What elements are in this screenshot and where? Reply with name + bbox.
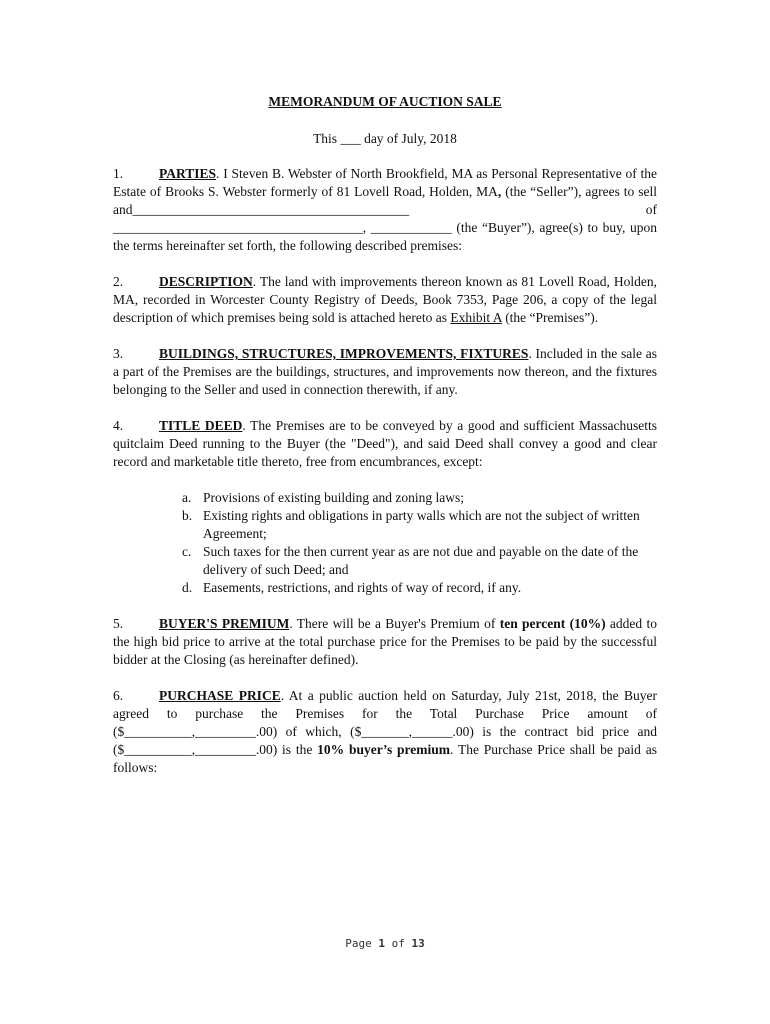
section-buyers-premium <box>113 615 657 669</box>
section-parties <box>113 165 657 255</box>
bold-comma: , <box>497 184 502 199</box>
list-item <box>113 579 657 597</box>
section-buildings <box>113 345 657 399</box>
section-text: . At a public auction held on Saturday, July 21st, 2018, the Buyer agreed to purchase the Premises for the Total Purchase Price amount of ($__________,_________.00) of which, ($_______,______.00) is the contract bid price and ($__________,_________.00) is the <box>113 688 657 757</box>
section-heading: BUYER'S PREMIUM <box>159 616 290 631</box>
exceptions-list <box>113 489 657 597</box>
current-page-number: 1 <box>378 937 385 950</box>
premium-percent: ten percent (10%) <box>499 616 606 631</box>
list-letter: a. <box>182 490 192 505</box>
date-line: This ___ day of July, 2018 <box>313 131 457 146</box>
section-purchase-price <box>113 687 657 777</box>
section-heading: BUILDINGS, STRUCTURES, IMPROVEMENTS, FIXTURES <box>159 346 529 361</box>
section-text: . The land with improvements thereon known as 81 Lovell Road, Holden, MA, recorded in Worcester County Registry of Deeds, Book 7353, Page 206, a copy of the legal description of which premises being sold is attached hereto as <box>113 274 657 325</box>
section-number: 6. <box>113 688 124 703</box>
section-text: . I Steven B. Webster of North Brookfield, MA as Personal Representative of the Estate of Brooks S. Webster formerly of 81 Lovell Road, Holden, MA <box>113 166 657 199</box>
section-text-continued: (the “Premises”). <box>501 310 599 325</box>
list-letter: b. <box>182 508 193 523</box>
section-number: 5. <box>113 616 124 631</box>
section-number: 2. <box>113 274 124 289</box>
section-title-deed <box>113 417 657 471</box>
document-body <box>113 165 657 795</box>
section-text-continued: . The Purchase Price shall be paid as follows: <box>113 742 657 775</box>
section-heading: PURCHASE PRICE <box>159 688 281 703</box>
section-number: 4. <box>113 418 124 433</box>
section-heading: TITLE DEED <box>159 418 243 433</box>
list-item <box>113 489 657 507</box>
list-letter: d. <box>182 580 193 595</box>
list-item-text: Easements, restrictions, and rights of way of record, if any. <box>203 580 522 595</box>
section-text: . Included in the sale as a part of the Premises are the buildings, structures, and improvements now thereon, and the fixtures belonging to the Seller and used in connection therewith, if any. <box>113 346 657 397</box>
document-title: MEMORANDUM OF AUCTION SALE <box>268 94 502 109</box>
exhibit-reference: Exhibit A <box>450 310 502 325</box>
page-word: Page <box>345 937 372 950</box>
of-word: of <box>391 937 405 950</box>
section-description <box>113 273 657 327</box>
list-item <box>113 543 657 579</box>
section-number: 3. <box>113 346 124 361</box>
buyers-premium-label: 10% buyer’s premium <box>317 742 451 757</box>
section-text-continued: added to the high bid price to arrive at the total purchase price for the Premises to be paid by the successful bidder at the Closing (as hereinafter defined). <box>113 616 657 667</box>
section-heading: DESCRIPTION <box>159 274 253 289</box>
section-text: . The Premises are to be conveyed by a good and sufficient Massachusetts quitclaim Deed running to the Buyer (the "Deed"), and said Deed shall convey a good and clear record and marketable title thereto, free from encumbrances, except: <box>113 418 658 469</box>
page-footer <box>0 937 770 950</box>
list-item-text: Such taxes for the then current year as are not due and payable on the date of the delivery of such Deed; and <box>203 544 639 577</box>
section-heading: PARTIES <box>159 166 217 181</box>
list-letter: c. <box>182 544 192 559</box>
list-item-text: Provisions of existing building and zoning laws; <box>203 490 464 505</box>
section-text: . There will be a Buyer's Premium of <box>289 616 500 631</box>
total-pages-number: 13 <box>411 937 425 950</box>
list-item <box>113 507 657 543</box>
section-number: 1. <box>113 166 124 181</box>
list-item-text: Existing rights and obligations in party walls which are not the subject of written Agreement; <box>203 508 640 541</box>
section-text-continued: (the “Seller”), agrees to sell and_________________________________________ of _____________________________________, ____________ (the “Buyer”), agree(s) to buy, upon the terms hereinafter set forth, the following described premises: <box>113 184 657 253</box>
